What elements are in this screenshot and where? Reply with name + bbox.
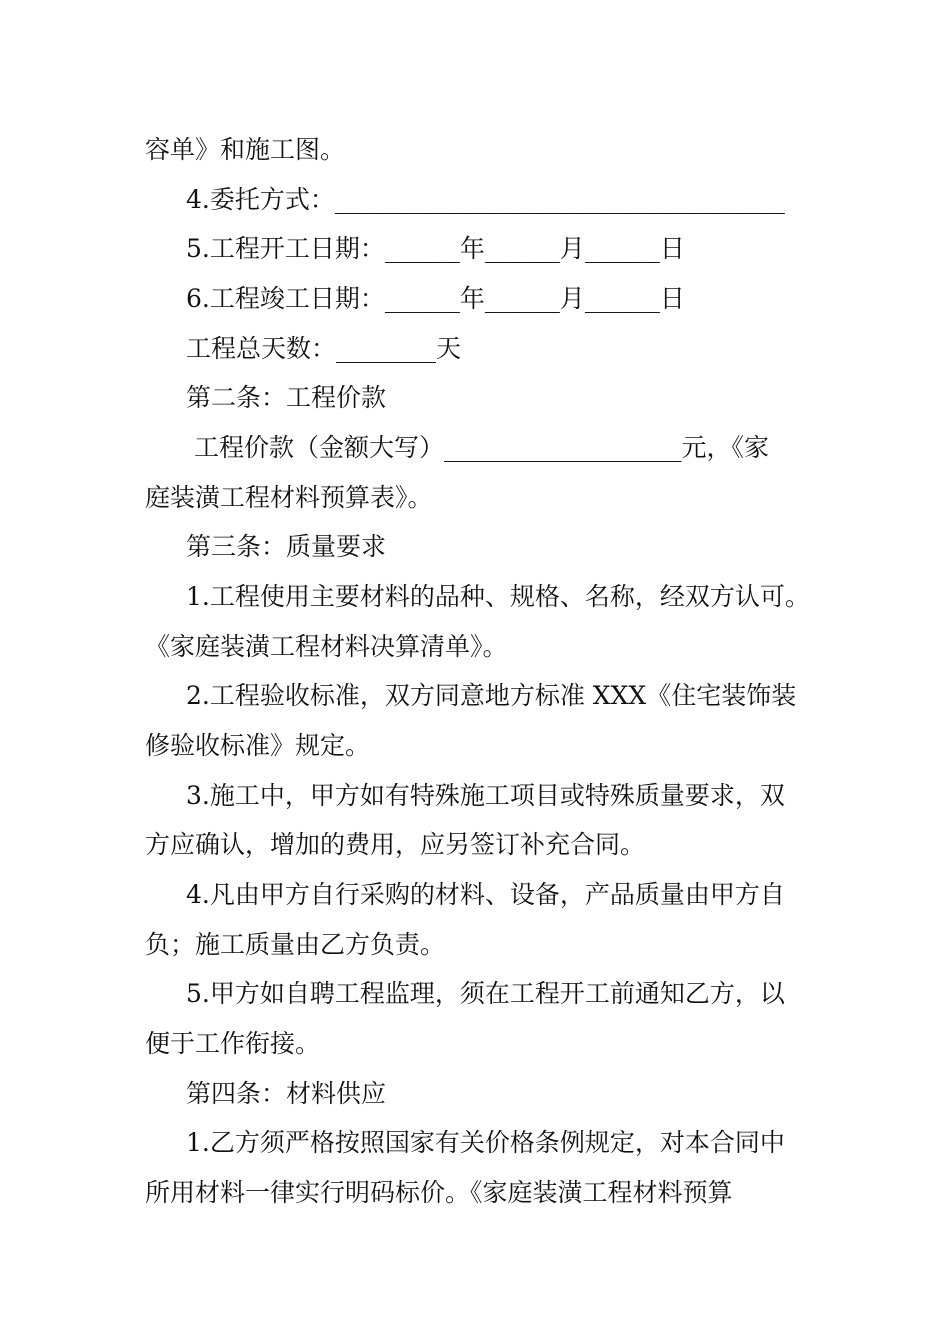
text-line: 4.凡由甲方自行采购的材料、设备，产品质量由甲方自 — [186, 880, 785, 909]
text-line: 5.甲方如自聘工程监理，须在工程开工前通知乙方，以 — [186, 979, 785, 1008]
text-line: 容单》和施工图。 — [145, 135, 346, 164]
text-line: 《家庭装潢工程材料决算清单》。 — [145, 632, 508, 661]
text-line: 所用材料一律实行明码标价。《家庭装潢工程材料预算 — [145, 1178, 733, 1207]
text-line: 修验收标准》规定。 — [145, 731, 371, 760]
text-line: 工程价款（金额大写）___________________元，《家 — [186, 433, 769, 462]
text-line: 5.工程开工日期：______年______月______日 — [186, 234, 685, 263]
text-line: 2.工程验收标准，双方同意地方标准 XXX《住宅装饰装 — [186, 681, 797, 710]
text-line: 3.施工中，甲方如有特殊施工项目或特殊质量要求，双 — [186, 781, 785, 810]
section-heading: 第二条：工程价款 — [186, 383, 387, 412]
text-line: 4.委托方式：____________________________________ — [186, 185, 785, 214]
section-heading: 第三条：质量要求 — [186, 532, 387, 561]
text-line: 1.乙方须严格按照国家有关价格条例规定，对本合同中 — [186, 1128, 785, 1157]
text-line: 1.工程使用主要材料的品种、规格、名称，经双方认可。 — [186, 582, 810, 611]
text-line: 便于工作衔接。 — [145, 1029, 321, 1058]
text-line: 方应确认，增加的费用，应另签订补充合同。 — [145, 830, 646, 859]
text-line: 负；施工质量由乙方负责。 — [145, 930, 446, 959]
section-heading: 第四条：材料供应 — [186, 1079, 387, 1108]
text-line: 6.工程竣工日期：______年______月______日 — [186, 284, 685, 313]
text-line: 庭装潢工程材料预算表》。 — [145, 483, 433, 512]
text-line: 工程总天数：________天 — [186, 334, 462, 363]
